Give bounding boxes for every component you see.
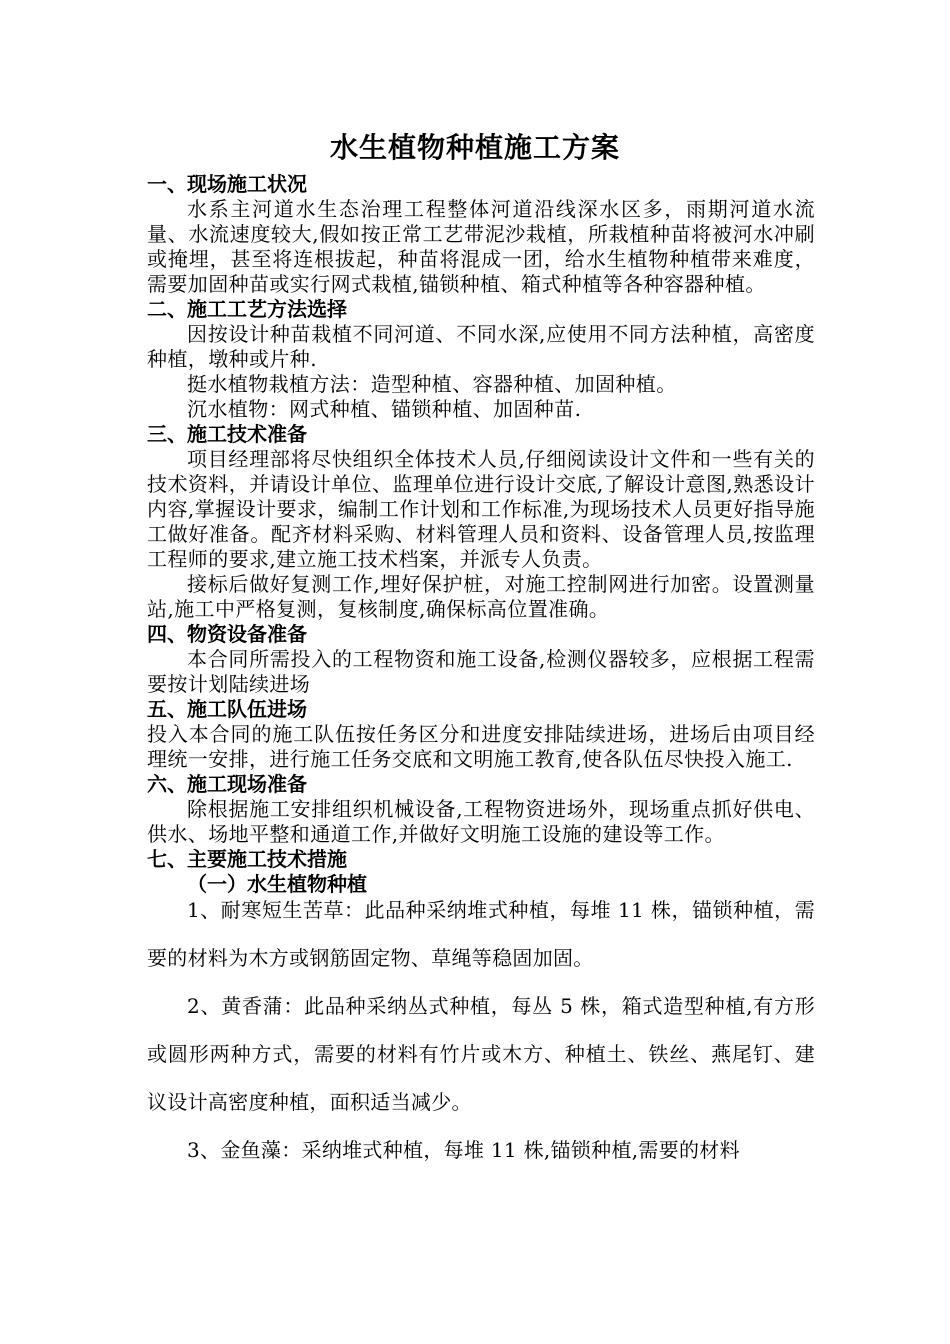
document-title: 水生植物种植施工方案 (329, 131, 620, 164)
section-3-paragraph-2: 接标后做好复测工作,埋好保护桩，对施工控制网进行加密。设置测量站,施工中严格复测，复核制度,确保标高位置准确。 (147, 572, 815, 621)
section-2-paragraph-1: 因按设计种苗栽植不同河道、不同水深,应使用不同方法种植，高密度种植，墩种或片种. (147, 322, 815, 371)
section-2-paragraph-3: 沉水植物：网式种植、锚锁种植、加固种苗. (187, 397, 582, 421)
section-heading-5: 五、施工队伍进场 (147, 697, 307, 721)
item-2-paragraph: 2、黄香蒲：此品种采纳丛式种植，每丛 5 株，箱式造型种植,有方形或圆形两种方式，需要的材料有竹片或木方、种植土、铁丝、燕尾钉、建议设计高密度种植，面积适当减少。 (147, 994, 815, 1114)
section-heading-7: 七、主要施工技术措施 (147, 847, 347, 871)
section-heading-4: 四、物资设备准备 (147, 622, 307, 646)
section-5-paragraph: 投入本合同的施工队伍按任务区分和进度安排陆续进场，进场后由项目经理统一安排，进行施工任务交底和文明施工教育,使各队伍尽快投入施工. (147, 722, 815, 771)
section-2-paragraph-2: 挺水植物栽植方法：造型种植、容器种植、加固种植。 (187, 372, 677, 396)
subsection-heading-1: （一）水生植物种植 (187, 872, 367, 896)
section-heading-3: 三、施工技术准备 (147, 422, 307, 446)
item-3-paragraph: 3、金鱼藻：采纳堆式种植，每堆 11 株,锚锁种植,需要的材料 (187, 1138, 740, 1162)
item-1-paragraph: 1、耐寒短生苦草：此品种采纳堆式种植，每堆 11 株，锚锁种植，需要的材料为木方或钢筋固定物、草绳等稳固加固。 (147, 898, 815, 970)
section-heading-2: 二、施工工艺方法选择 (147, 297, 347, 321)
document-body (147, 172, 815, 1174)
section-heading-1: 一、现场施工状况 (147, 172, 307, 196)
section-6-paragraph: 除根据施工安排组织机械设备,工程物资进场外，现场重点抓好供电、供水、场地平整和通道工作,并做好文明施工设施的建设等工作。 (147, 797, 815, 846)
section-4-paragraph: 本合同所需投入的工程物资和施工设备,检测仪器较多，应根据工程需要按计划陆续进场 (147, 647, 815, 696)
section-1-paragraph: 水系主河道水生态治理工程整体河道沿线深水区多，雨期河道水流量、水流速度较大,假如按正常工艺带泥沙栽植，所栽植种苗将被河水冲刷或掩埋，甚至将连根拔起，种苗将混成一团，给水生植物种植带来难度，需要加固种苗或实行网式栽植,锚锁种植、箱式种植等各种容器种植。 (147, 197, 815, 296)
section-heading-6: 六、施工现场准备 (147, 772, 307, 796)
section-3-paragraph-1: 项目经理部将尽快组织全体技术人员,仔细阅读设计文件和一些有关的技术资料，并请设计单位、监理单位进行设计交底,了解设计意图,熟悉设计内容,掌握设计要求，编制工作计划和工作标准,为现场技术人员更好指导施工做好准备。配齐材料采购、材料管理人员和资料、设备管理人员,按监理工程师的要求,建立施工技术档案，并派专人负责。 (147, 447, 815, 571)
